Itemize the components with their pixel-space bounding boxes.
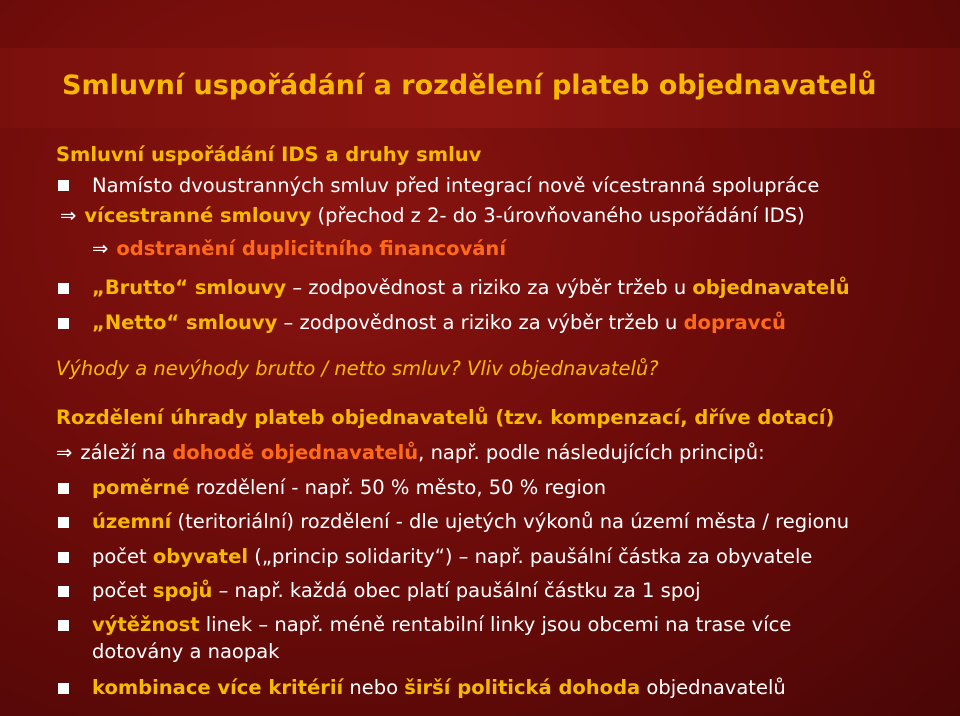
list-item: poměrné rozdělení - např. 50 % město, 50 % region bbox=[92, 476, 607, 499]
list-item: územní (teritoriální) rozdělení - dle ujetých výkonů na území města / regionu bbox=[92, 510, 850, 533]
text-line: „Netto“ smlouvy – zodpovědnost a riziko za výběr tržeb u dopravců bbox=[92, 311, 786, 334]
section-heading-payments: Rozdělení úhrady plateb objednavatelů (tzv. kompenzací, dříve dotací) bbox=[56, 406, 835, 429]
square-bullet-icon bbox=[58, 683, 69, 694]
list-item-continuation: dotovány a naopak bbox=[92, 640, 280, 663]
text-line: ⇒ vícestranné smlouvy (přechod z 2- do 3-úrovňovaného uspořádání IDS) bbox=[60, 204, 805, 227]
square-bullet-icon bbox=[58, 620, 69, 631]
square-bullet-icon bbox=[58, 517, 69, 528]
question-line: Výhody a nevýhody brutto / netto smluv? Vliv objednavatelů? bbox=[56, 357, 659, 380]
list-item: počet spojů – např. každá obec platí paušální částku za 1 spoj bbox=[92, 579, 701, 602]
text-line: ⇒ záleží na dohodě objednavatelů, např. podle následujících principů: bbox=[56, 441, 765, 464]
square-bullet-icon bbox=[58, 483, 69, 494]
square-bullet-icon bbox=[58, 283, 69, 294]
square-bullet-icon bbox=[58, 552, 69, 563]
square-bullet-icon bbox=[58, 318, 69, 329]
list-item: kombinace více kritérií nebo širší politická dohoda objednavatelů bbox=[92, 676, 786, 699]
text-line: „Brutto“ smlouvy – zodpovědnost a riziko za výběr tržeb u objednavatelů bbox=[92, 276, 850, 299]
section-heading-contracts: Smluvní uspořádání IDS a druhy smluv bbox=[56, 143, 482, 166]
implies-arrow-icon: ⇒ bbox=[92, 237, 109, 260]
square-bullet-icon bbox=[58, 586, 69, 597]
list-item: výtěžnost linek – např. méně rentabilní linky jsou obcemi na trase více bbox=[92, 613, 792, 636]
square-bullet-icon bbox=[58, 180, 69, 191]
list-item: počet obyvatel („princip solidarity“) – např. paušální částka za obyvatele bbox=[92, 545, 813, 568]
implies-arrow-icon: ⇒ bbox=[60, 204, 77, 227]
implies-arrow-icon: ⇒ bbox=[56, 441, 73, 464]
text-line: Namísto dvoustranných smluv před integrací nově vícestranná spolupráce bbox=[92, 174, 820, 197]
slide-title: Smluvní uspořádání a rozdělení plateb objednavatelů bbox=[62, 70, 877, 101]
text-line: ⇒ odstranění duplicitního financování bbox=[92, 237, 507, 260]
